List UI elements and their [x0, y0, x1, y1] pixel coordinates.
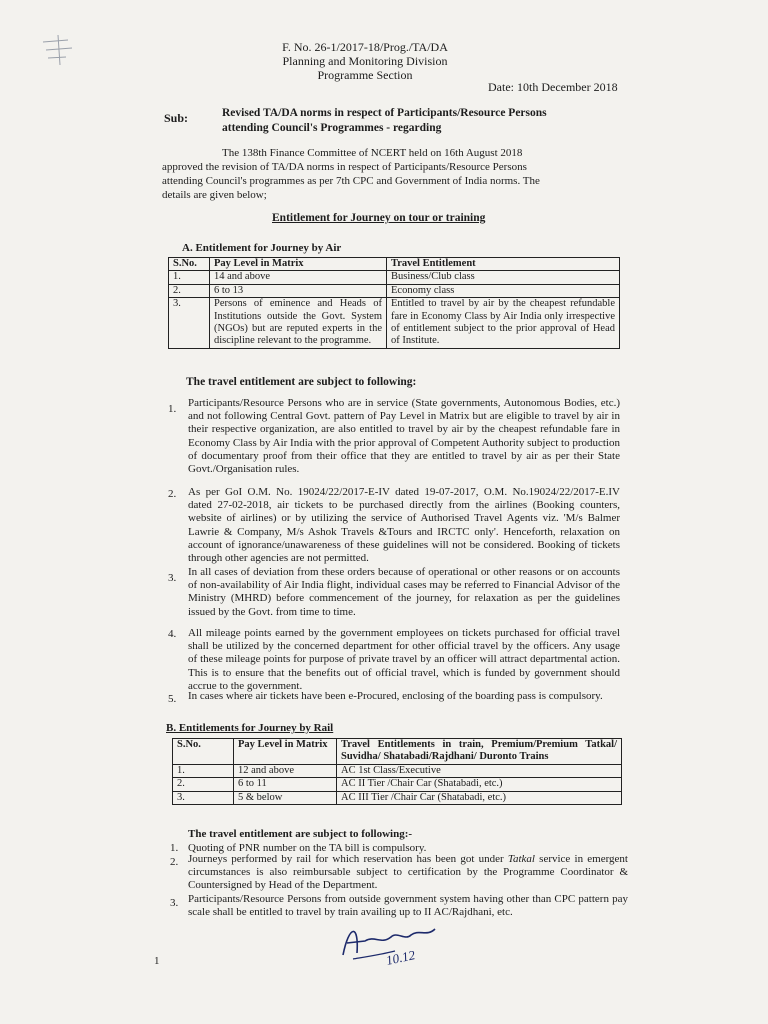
header-cell: Travel Entitlements in train, Premium/Premium Tatkal/ Suvidha/ Shatabadi/Rajdhani/ Duronto Trains: [337, 739, 622, 765]
intro-line-4: details are given below;: [162, 189, 267, 201]
table-cell: 2.: [173, 778, 234, 791]
header-cell: Pay Level in Matrix: [234, 739, 337, 765]
table-cell: 3.: [169, 298, 210, 349]
intro-line-1: The 138th Finance Committee of NCERT held on 16th August 2018: [222, 147, 523, 159]
table-cell: 1.: [173, 764, 234, 777]
table-cell: AC II Tier /Chair Car (Shatabadi, etc.): [337, 778, 622, 791]
air-entitlement-table: [168, 257, 620, 349]
table-cell: 5 & below: [234, 791, 337, 804]
table-cell: AC 1st Class/Executive: [337, 764, 622, 777]
table-cell: AC III Tier /Chair Car (Shatabadi, etc.): [337, 791, 622, 804]
table-row: [173, 791, 622, 804]
section-a-conditions-heading: The travel entitlement are subject to following:: [186, 376, 417, 388]
table-cell: 1.: [169, 271, 210, 284]
point-number: 4.: [168, 628, 177, 640]
table-cell: Business/Club class: [387, 271, 620, 284]
table-cell: 6 to 13: [210, 284, 387, 297]
point-number: 1.: [168, 403, 177, 415]
table-cell: 12 and above: [234, 764, 337, 777]
intro-line-2: approved the revision of TA/DA norms in respect of Participants/Resource Persons: [162, 161, 527, 173]
rail-point-3: Participants/Resource Persons from outside government system having other than CPC pattern pay scale shall be entitled to travel by train availing up to II AC/Rajdhani, etc.: [188, 893, 628, 919]
table-row: [173, 778, 622, 791]
rail-point-2-text-a: Journeys performed by rail for which reservation has been got under: [188, 853, 508, 865]
table-row: [169, 298, 620, 349]
air-point-5: In cases where air tickets have been e-Procured, enclosing of the boarding pass is compulsory.: [188, 690, 603, 702]
air-point-4: All mileage points earned by the government employees on tickets purchased for official travel shall be utilized by the concerned department for other official travel by the officers. Any usage of these mileage points for purpose of private travel by an officer will attract departmental action. This is to ensure that the benefits out of official travel, which is funded by government should accrue to the government.: [188, 627, 620, 692]
table-cell: Economy class: [387, 284, 620, 297]
air-point-3: In all cases of deviation from these orders because of operational or other reasons or on accounts of non-availability of Air India flight, individual cases may be referred to Financial Advisor of the Ministry (MHRD) before commencement of the journey, for relaxation as per the guidelines issued by the Govt. from time to time.: [188, 566, 620, 618]
subject-line-1: Revised TA/DA norms in respect of Participants/Resource Persons: [222, 107, 547, 119]
section-b-heading: B. Entitlements for Journey by Rail: [166, 722, 334, 734]
table-cell: Entitled to travel by air by the cheapest refundable fare in Economy Class by Air India only irrespective of entitlement subject to the prior approval of Head of Institute.: [387, 298, 620, 349]
rail-point-2: [188, 853, 628, 893]
header-cell: Pay Level in Matrix: [210, 258, 387, 271]
table-row: [169, 284, 620, 297]
rail-point-2-text-b: service in emergent circumstances is also reimbursable subject to certification by the Programme Coordinator & Countersigned by Head of the Department.: [188, 853, 628, 892]
table-row: [173, 764, 622, 777]
table-header-row: [169, 258, 620, 271]
table-header-row: [173, 739, 622, 765]
header-cell: S.No.: [169, 258, 210, 271]
point-number: 3.: [168, 572, 177, 584]
section-name: Programme Section: [317, 68, 413, 82]
point-number: 5.: [168, 693, 177, 705]
main-heading: Entitlement for Journey on tour or training: [272, 212, 486, 224]
table-cell: 14 and above: [210, 271, 387, 284]
intro-line-3: attending Council's programmes as per 7th CPC and Government of India norms. The: [162, 175, 540, 187]
point-number: 2.: [168, 488, 177, 500]
header-cell: Travel Entitlement: [387, 258, 620, 271]
file-number: F. No. 26-1/2017-18/Prog./TA/DA: [282, 40, 448, 54]
division-name: Planning and Monitoring Division: [282, 54, 448, 68]
document-date: Date: 10th December 2018: [488, 80, 618, 94]
air-point-1: Participants/Resource Persons who are in service (State governments, Autonomous Bodies, etc.) and not following Central Govt. pattern of Pay Level in Matrix but are eligible to travel by air in their respective organization, are also entitled to travel by air by the cheapest refundable fare in Economy Class by Air India with the prior approval of Competent Authority subject to production of documentary proof from their office that they are entitled to travel by air as per their State Govt./Organisation rules.: [188, 397, 620, 476]
subject-line-2: attending Council's Programmes - regarding: [222, 122, 442, 134]
table-cell: Persons of eminence and Heads of Institutions outside the Govt. System (NGOs) but are reputed experts in the discipline relevant to the programme.: [210, 298, 387, 349]
point-number: 1.: [170, 842, 179, 854]
table-row: [169, 271, 620, 284]
section-b-conditions-heading: The travel entitlement are subject to following:-: [188, 828, 413, 840]
table-cell: 2.: [169, 284, 210, 297]
header-cell: S.No.: [173, 739, 234, 765]
air-point-2: As per GoI O.M. No. 19024/22/2017-E-IV dated 19-07-2017, O.M. No.19024/22/2017-E.IV dated 27-02-2018, air tickets to be purchased directly from the airlines (Booking counters, website of airlines) or by utilizing the service of Authorised Travel Agents viz. 'M/s Balmer Lawrie & Company, M/s Ashok Travels &Tours and IRCTC only'. Henceforth, relaxation on account of ignorance/unawareness of these guidelines will not be considered. Booking of tickets through other agencies are not permitted.: [188, 486, 620, 565]
subject-label: Sub:: [164, 111, 189, 125]
table-cell: 3.: [173, 791, 234, 804]
rail-point-1: Quoting of PNR number on the TA bill is compulsory.: [188, 842, 427, 854]
point-number: 3.: [170, 897, 179, 909]
section-a-heading: A. Entitlement for Journey by Air: [182, 242, 342, 254]
margin-scribble-mark: [38, 30, 88, 70]
tatkal-term: Tatkal: [507, 853, 535, 865]
page-number: 1: [154, 955, 160, 967]
table-cell: 6 to 11: [234, 778, 337, 791]
signature-date: 10.12: [384, 947, 417, 968]
rail-entitlement-table: [172, 738, 622, 805]
point-number: 2.: [170, 856, 179, 868]
